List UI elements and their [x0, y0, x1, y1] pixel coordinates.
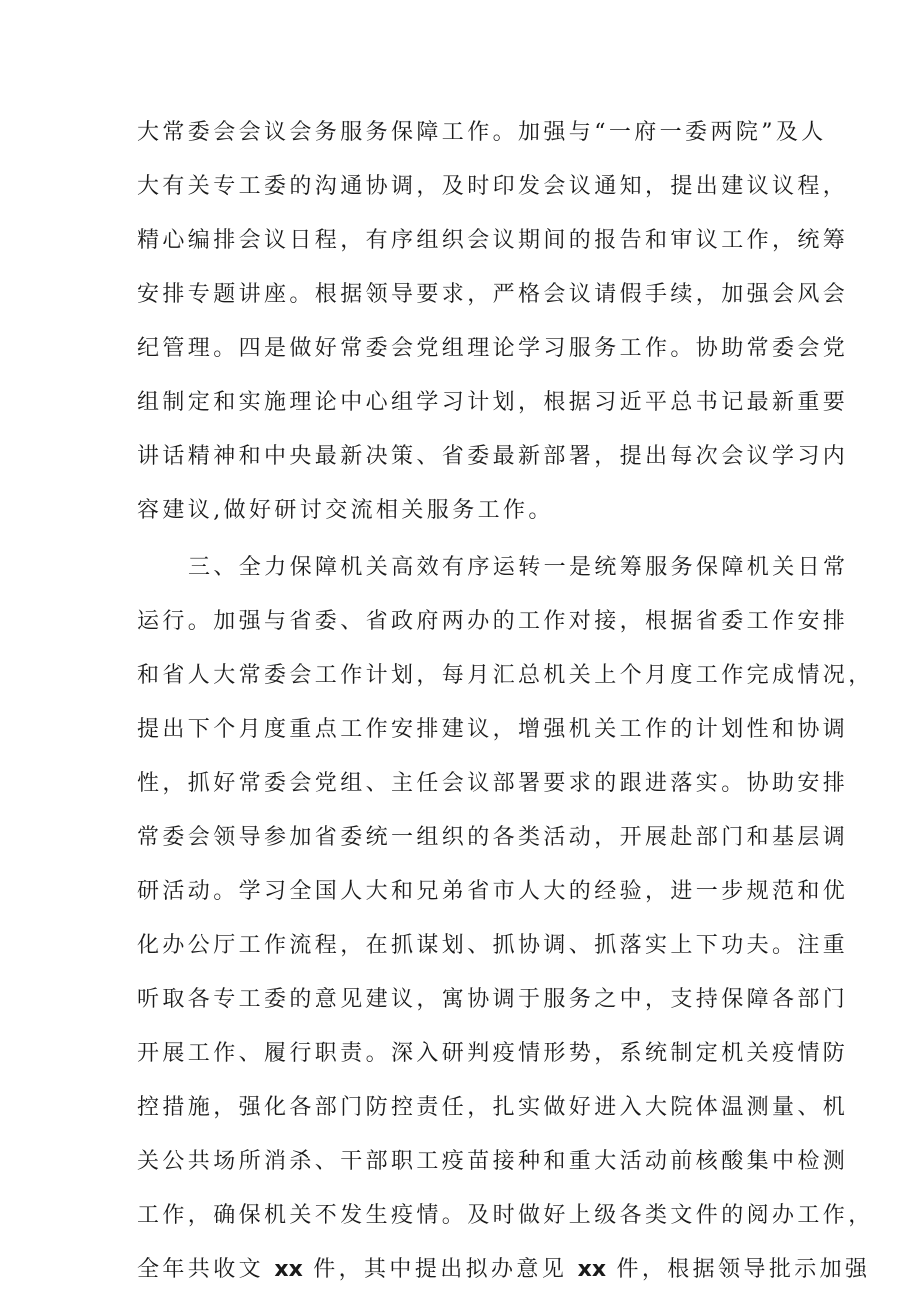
- text-line: 容建议,做好研讨交流相关服务工作。: [137, 498, 554, 523]
- count-placeholder: xx: [274, 1257, 303, 1282]
- text-line: 讲话精神和中央最新决策、省委最新部署，提出每次会议学习内: [137, 444, 849, 469]
- count-placeholder: xx: [577, 1257, 607, 1282]
- text-line: 性，抓好常委会党组、主任会议部署要求的跟进落实。协助安排: [137, 771, 849, 796]
- text-line: 常委会领导参加省委统一组织的各类活动，开展赴部门和基层调: [137, 825, 849, 850]
- text-line: 研活动。学习全国人大和兄弟省市人大的经验，进一步规范和优: [137, 879, 849, 904]
- text-line: 组制定和实施理论中心组学习计划，根据习近平总书记最新重要: [137, 390, 849, 415]
- paragraph-first-line: 三、全力保障机关高效有序运转一是统筹服务保障机关日常: [188, 555, 849, 580]
- text-line: 运行。加强与省委、省政府两办的工作对接，根据省委工作安排: [137, 609, 849, 634]
- text-line: 大有关专工委的沟通协调，及时印发会议通知，提出建议议程，: [137, 174, 849, 199]
- text-line: 化办公厅工作流程，在抓谋划、抓协调、抓落实上下功夫。注重: [137, 933, 849, 958]
- text-line: 工作，确保机关不发生疫情。及时做好上级各类文件的阅办工作，: [137, 1203, 874, 1228]
- text-line: 和省人大常委会工作计划，每月汇总机关上个月度工作完成情况，: [137, 663, 874, 688]
- text-line: 关公共场所消杀、干部职工疫苗接种和重大活动前核酸集中检测: [137, 1149, 849, 1174]
- text-line: 精心编排会议日程，有序组织会议期间的报告和审议工作，统筹: [137, 228, 849, 253]
- text-segment: 件，根据领导批示加强: [616, 1257, 871, 1282]
- text-line: 开展工作、履行职责。深入研判疫情形势，系统制定机关疫情防: [137, 1041, 849, 1066]
- text-line: 提出下个月度重点工作安排建议，增强机关工作的计划性和协调: [137, 717, 849, 742]
- text-line: 控措施，强化各部门防控责任，扎实做好进入大院体温测量、机: [137, 1095, 849, 1120]
- text-line: 纪管理。四是做好常委会党组理论学习服务工作。协助常委会党: [137, 336, 849, 361]
- text-line: 安排专题讲座。根据领导要求，严格会议请假手续，加强会风会: [137, 282, 849, 307]
- text-line: 听取各专工委的意见建议，寓协调于服务之中，支持保障各部门: [137, 987, 849, 1012]
- text-segment: 件，其中提出拟办意见: [313, 1257, 568, 1282]
- text-segment: 全年共收文: [137, 1257, 265, 1282]
- text-line: 大常委会会议会务服务保障工作。加强与“一府一委两院”及人: [137, 120, 827, 145]
- text-line: [137, 1255, 870, 1285]
